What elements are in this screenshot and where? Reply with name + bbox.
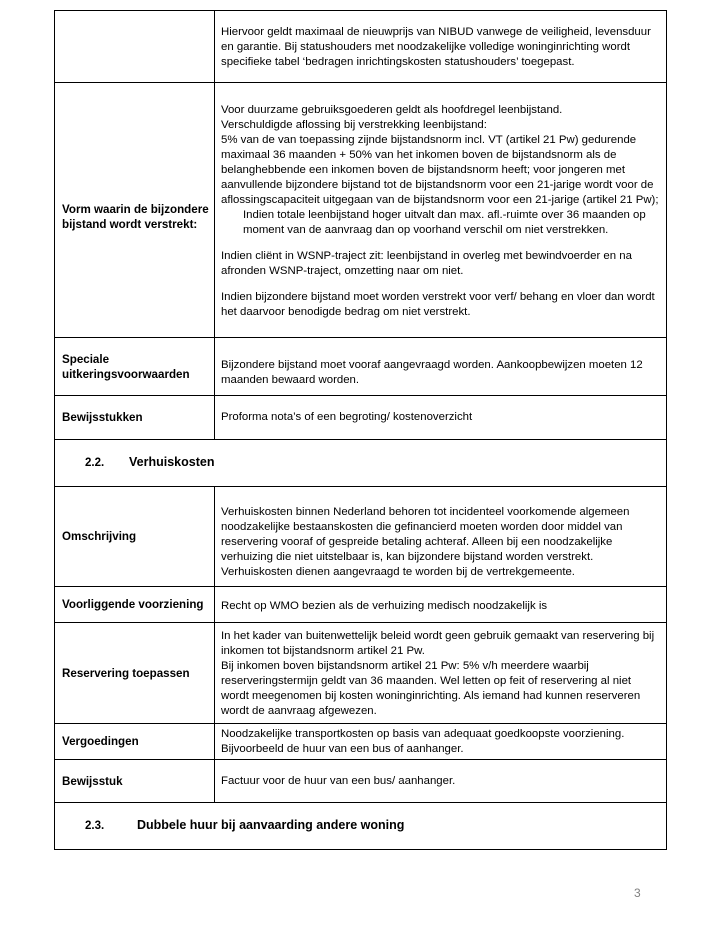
bewijsstukken-content: [215, 396, 667, 440]
vorm-wsnp: Indien cliënt in WSNP-traject zit: leenbijstand in overleg met bewindvoerder en na afronden WSNP-traject, omzetting naar om niet.: [221, 249, 632, 277]
section-heading-row-2-3: [55, 803, 667, 850]
vorm-verf: Indien bijzondere bijstand moet worden verstrekt voor verf/ behang en vloer dan wordt het daarvoor benodigde bedrag om niet verstrekt.: [221, 290, 655, 318]
omschrijving-text: Verhuiskosten binnen Nederland behoren tot incidenteel voorkomende algemeen noodzakelijke bestaanskosten die gefinancierd moeten worden door middel van reservering vooraf of gespreide betaling achteraf. Alleen bij een noodzakelijke verhuizing die niet uitstelbaar is, kan bijzondere bijstand worden verstrekt. Verhuiskosten dienen aangevraagd te worden bij de vertrekgemeente.: [221, 506, 630, 578]
continuation-text: Hiervoor geldt maximaal de nieuwprijs van NIBUD vanwege de veiligheid, levensduur en garantie. Bij statushouders met noodzakelijke volledige woninginrichting wordt specifieke tabel ‘bedragen inrichtingskosten statushouders’ toegepast.: [221, 26, 651, 68]
voorliggende-label: Voorliggende voorziening: [55, 587, 215, 623]
policy-table: [54, 10, 667, 850]
reservering-line-1: In het kader van buitenwettelijk beleid wordt geen gebruik gemaakt van reservering bij inkomen tot bijstandsnorm artikel 21 Pw.: [221, 629, 655, 657]
vorm-line-2: Verschuldigde aflossing bij verstrekking leenbijstand:: [221, 118, 487, 131]
empty-label-cell: [55, 11, 215, 83]
voorliggende-content: [215, 587, 667, 623]
bewijsstukken-label: Bewijsstukken: [55, 396, 215, 440]
table-row-vergoedingen: [55, 724, 667, 760]
continuation-cell: [215, 11, 667, 83]
omschrijving-label: Omschrijving: [55, 487, 215, 587]
vorm-label: Vorm waarin de bijzondere bijstand wordt verstrekt:: [55, 83, 215, 338]
table-row-bewijsstuk: [55, 760, 667, 803]
table-row-voorliggende: [55, 587, 667, 623]
vergoedingen-content: [215, 724, 667, 760]
speciale-label: Speciale uitkeringsvoorwaarden: [55, 338, 215, 396]
document-page: [54, 10, 667, 850]
speciale-content: [215, 338, 667, 396]
section-heading-dubbele-huur: [55, 803, 667, 850]
vorm-line-1: Voor duurzame gebruiksgoederen geldt als hoofdregel leenbijstand.: [221, 103, 563, 116]
section-number: 2.3.: [85, 820, 105, 832]
vorm-line-3: 5% van de van toepassing zijnde bijstandsnorm incl. VT (artikel 21 Pw) gedurende maximaal 36 maanden + 50% van het inkomen boven de bijstandsnorm als de belanghebbende een inkomen boven de bijstandsnorm heeft; voor jongeren met aanvullende bijzondere bijstand tot de bijstandsnorm voor een 21-jarige wordt voor de aflossingscapaciteit uitgegaan van de bijstandsnorm voor een 21-jarige (artikel 21 Pw);: [221, 133, 659, 206]
vergoedingen-text: Noodzakelijke transportkosten op basis van adequaat goedkoopste voorziening. Bijvoorbeeld de huur van een bus of aanhanger.: [221, 727, 625, 755]
table-row-reservering: [55, 623, 667, 724]
section-heading-row-2-2: [55, 440, 667, 487]
vorm-indented-item: Indien totale leenbijstand hoger uitvalt dan max. afl.-ruimte over 36 maanden op moment van de aanvraag dan op voorhand verschil om niet verstrekken.: [243, 208, 646, 236]
section-title: Verhuiskosten: [129, 455, 215, 469]
bewijsstukken-text: Proforma nota’s of een begroting/ kostenoverzicht: [221, 411, 473, 423]
reservering-label: Reservering toepassen: [55, 623, 215, 724]
bewijsstuk-content: [215, 760, 667, 803]
bewijsstuk-label: Bewijsstuk: [55, 760, 215, 803]
vorm-content: [215, 83, 667, 338]
omschrijving-content: [215, 487, 667, 587]
table-row-vorm: [55, 83, 667, 338]
reservering-line-2: Bij inkomen boven bijstandsnorm artikel 21 Pw: 5% v/h meerdere waarbij reserveringstermijn geldt van 36 maanden. Wel letten op feit of reservering al niet wordt meegenomen bij kosten woninginrichting. Als iemand had kunnen reserveren wordt de aanvraag afgewezen.: [221, 659, 641, 717]
reservering-content: [215, 623, 667, 724]
section-heading-verhuiskosten: [55, 440, 667, 487]
vergoedingen-label: Vergoedingen: [55, 724, 215, 760]
voorliggende-text: Recht op WMO bezien als de verhuizing medisch noodzakelijk is: [221, 599, 548, 612]
table-row-omschrijving: [55, 487, 667, 587]
bewijsstuk-text: Factuur voor de huur van een bus/ aanhanger.: [221, 774, 456, 787]
section-title: Dubbele huur bij aanvaarding andere woning: [137, 818, 405, 832]
speciale-text: Bijzondere bijstand moet vooraf aangevraagd worden. Aankoopbewijzen moeten 12 maanden bewaard worden.: [221, 359, 643, 386]
page-number: 3: [634, 886, 641, 900]
section-number: 2.2.: [85, 457, 105, 469]
table-row-speciale: [55, 338, 667, 396]
table-row-continuation: [55, 11, 667, 83]
table-row-bewijsstukken: [55, 396, 667, 440]
